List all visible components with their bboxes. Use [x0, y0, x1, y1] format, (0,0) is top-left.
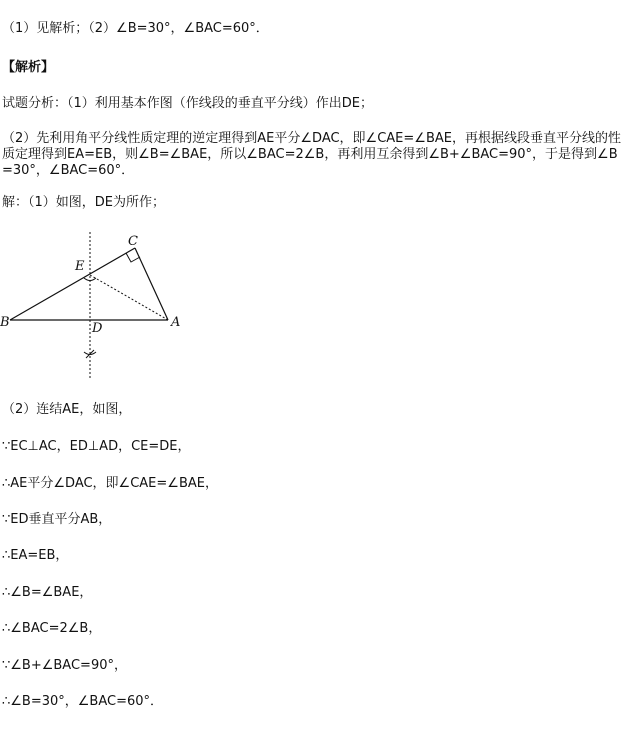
segment-ea [90, 275, 168, 320]
analysis-part-1: 试题分析：（1）利用基本作图（作线段的垂直平分线）作出DE； [2, 96, 373, 111]
step-line: ∴∠B=30°，∠BAC=60°． [2, 694, 164, 709]
label-b: B [0, 315, 10, 330]
answer-line: （1）见解析；（2）∠B=30°，∠BAC=60°． [2, 21, 269, 36]
step-line: ∵∠B+∠BAC=90°， [2, 658, 127, 673]
step-line: ∵EC⊥AC，ED⊥AD，CE=DE， [2, 439, 191, 454]
step-line: ∵ED垂直平分AB， [2, 512, 112, 527]
analysis-part-2: （2）先利用角平分线性质定理的逆定理得到AE平分∠DAC，即∠CAE=∠BAE，再根据线段垂直平分线的性质定理得到EA=EB，则∠B=∠BAE，所以∠BAC=2∠B，再利用互余得到∠B+∠BAC=90°，于是得到∠B=30°，∠BAC=60°． [2, 131, 621, 178]
segment-ca [135, 248, 168, 320]
segment-bc [10, 248, 135, 320]
step-line: ∴∠BAC=2∠B， [2, 621, 102, 636]
step-line: ∴EA=EB， [2, 548, 69, 563]
step-line: （2）连结AE，如图， [2, 402, 132, 417]
label-d: D [92, 321, 103, 336]
solution-part-1: 解：（1）如图，DE为所作； [2, 195, 165, 210]
analysis-heading: 【解析】 [2, 60, 55, 75]
label-c: C [128, 234, 138, 249]
step-line: ∴AE平分∠DAC，即∠CAE=∠BAE， [2, 476, 218, 491]
label-e: E [75, 259, 85, 274]
step-line: ∴∠B=∠BAE， [2, 585, 93, 600]
geometry-figure [0, 228, 200, 384]
label-a: A [171, 315, 181, 330]
construction-arc-top [84, 278, 96, 281]
